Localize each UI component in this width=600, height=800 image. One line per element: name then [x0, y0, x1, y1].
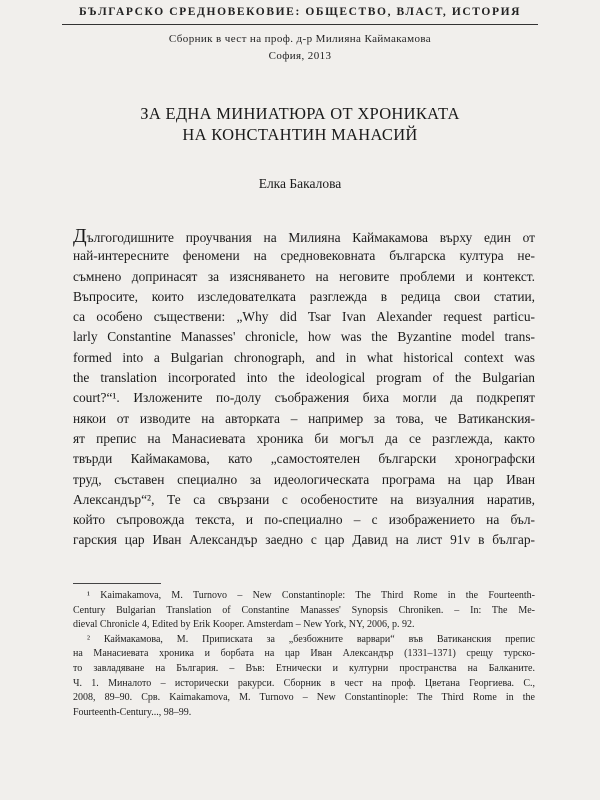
body-line — [73, 510, 535, 530]
body-line — [73, 530, 535, 550]
body-line-text: който съпровожда текста, и по-специално – с изображението на бъл- — [73, 512, 535, 528]
article-title-line-1: ЗА ЕДНА МИНИАТЮРА ОТ ХРОНИКАТА — [140, 104, 460, 123]
body-text — [73, 226, 535, 551]
body-line — [73, 267, 535, 287]
body-line — [73, 470, 535, 490]
body-line — [73, 327, 535, 347]
footnote-line: ² Каймакамова, М. Приписката за „безбожните варвари“ във Ватиканския препис — [87, 633, 535, 645]
footnote-line: Ч. 1. Миналото – исторически ракурси. Сборник в чест на проф. Цветана Георгиева. С., — [73, 677, 535, 689]
body-line — [73, 490, 535, 510]
body-line-text: са особено съществени: „Why did Tsar Ivan Alexander request particu- — [73, 309, 535, 325]
collection-title: Сборник в чест на проф. д-р Милияна Каймакамова — [168, 33, 432, 45]
body-line-text: Въпросите, които изследователката разглежда в редица свои статии, — [73, 288, 535, 304]
body-line-text: Дългогодишните проучвания на Милияна Каймакамова върху един от — [73, 225, 535, 247]
body-line-text: the translation incorporated into the ideological program of the Bulgarian — [73, 370, 535, 386]
body-line-text: Александър“², Те са свързани с особеностите на визуалния наратив, — [73, 491, 535, 507]
body-line — [73, 368, 535, 388]
body-line-text: най-интересните феномени на средновековната българска култура не- — [73, 248, 535, 264]
body-line-text: court?“¹. Изложените по-долу съображения биха могли да подкрепят — [73, 390, 535, 406]
article-title-line-2: НА КОНСТАНТИН МАНАСИЙ — [182, 125, 418, 144]
footnote-line: Fourteenth-Century..., 98–99. — [73, 706, 192, 718]
body-line-text: ят препис на Манасиевата хроника би могъл да се разглежда, както — [73, 430, 535, 446]
body-line-text: formed into a Bulgarian chronograph, and in what historical context was — [73, 349, 535, 365]
body-line-text: твърди Каймакамова, като „самостоятелен български хронографски — [73, 451, 535, 467]
author-name: Елка Бакалова — [258, 176, 342, 191]
footnote-line: dieval Chronicle 4, Edited by Erik Kooper. Amsterdam – New York, NY, 2006, p. 92. — [73, 619, 415, 631]
body-line — [73, 388, 535, 408]
body-line-text: гарския цар Иван Александър заедно с цар Давид на лист 91v в българ- — [73, 532, 535, 548]
running-head: БЪЛГАРСКО СРЕДНОВЕКОВИЕ: ОБЩЕСТВО, ВЛАСТ, ИСТОРИЯ — [78, 6, 522, 18]
body-line — [73, 348, 535, 368]
body-line — [73, 287, 535, 307]
body-line-text: larly Constantine Manasses' chronicle, how was the Byzantine model trans- — [73, 329, 535, 345]
footnote-line: 2008, 89–90. Срв. Kaimakamova, M. Turnovo – New Constantinople: The Third Rome in the — [73, 692, 535, 704]
footnotes — [73, 589, 535, 720]
body-line — [73, 429, 535, 449]
footnote-line: на Манасиевата хроника и борбата на цар Иван Александър (1331–1371) срещу турско- — [73, 648, 535, 660]
body-line — [73, 409, 535, 429]
body-line-text: труд, съставен специално за идеологическата програма на цар Иван — [73, 471, 535, 487]
footnote-line: Century Bulgarian Translation of Constantine Manasses' Synopsis Chroniken. – In: The Me- — [73, 604, 535, 616]
body-line-text: някои от изводите на авторката – например за това, че Ватиканския- — [73, 410, 535, 426]
footnote-line: ¹ Kaimakamova, M. Turnovo – New Constantinople: The Third Rome in the Fourteenth- — [87, 590, 535, 601]
body-line — [73, 246, 535, 266]
footnote-rule — [73, 583, 161, 584]
body-line — [73, 449, 535, 469]
footnote-line: то завладяване на България. – Във: Етнически и културни пространства на Балканите. — [73, 662, 535, 674]
body-line — [73, 226, 535, 246]
header-rule — [62, 24, 538, 25]
body-line — [73, 307, 535, 327]
body-line-text: съмнено допринасят за изясняването на неговите проблеми и контекст. — [73, 268, 535, 284]
collection-place-year: София, 2013 — [268, 50, 332, 62]
